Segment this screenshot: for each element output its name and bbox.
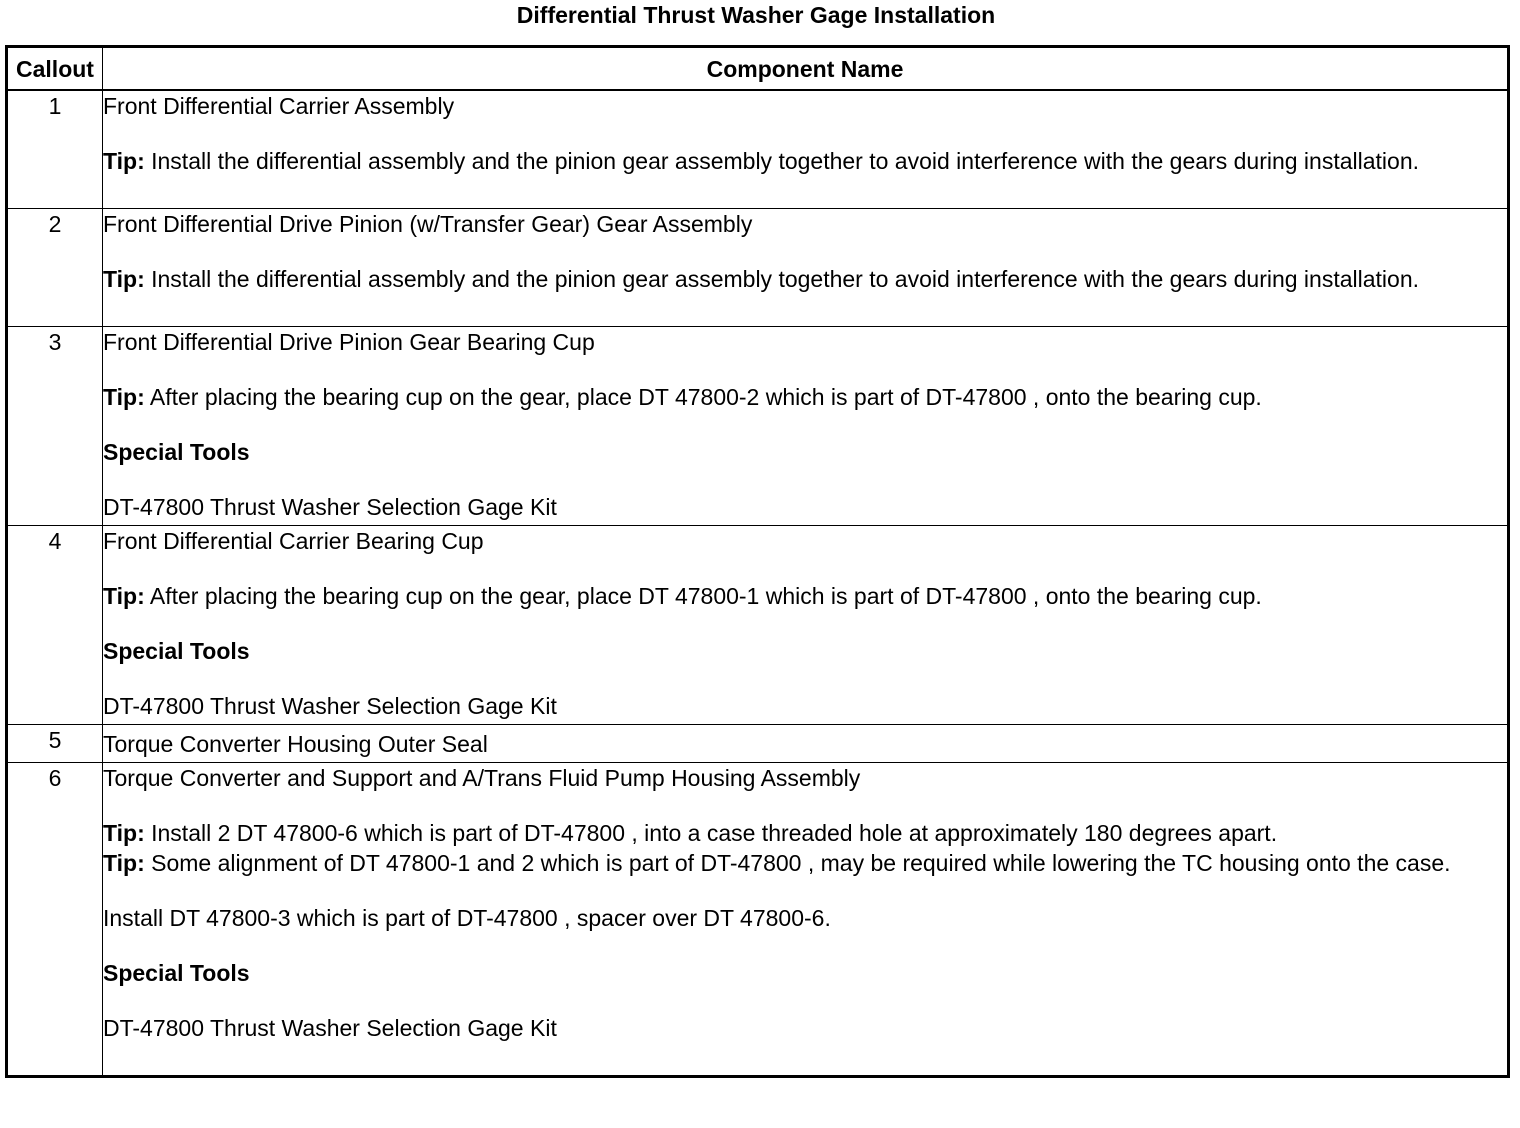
tip-label: Tip: [103,384,145,410]
table-header-row [7,47,1509,91]
callout-number: 1 [7,90,103,209]
component-name: Front Differential Drive Pinion (w/Transfer Gear) Gear Assembly [103,211,753,237]
component-name: Front Differential Drive Pinion Gear Bearing Cup [103,329,595,355]
table-row [7,90,1509,209]
install-note: Install DT 47800-3 which is part of DT-47800 , spacer over DT 47800-6. [103,905,831,931]
tip-label: Tip: [103,266,145,292]
table-row [7,209,1509,327]
callout-number: 4 [7,526,103,725]
tip-text [103,818,1507,848]
special-tools-heading: Special Tools [103,439,250,465]
tip-label: Tip: [103,148,145,174]
tip-label: Tip: [103,850,145,876]
tip-body: Install 2 DT 47800-6 which is part of DT-47800 , into a case threaded hole at approximately 180 degrees apart. [151,820,1278,846]
special-tool-item: DT-47800 Thrust Washer Selection Gage Kit [103,494,557,520]
tip-label: Tip: [103,820,145,846]
special-tool-item: DT-47800 Thrust Washer Selection Gage Kit [103,693,557,719]
component-cell [103,725,1509,763]
tip-text [103,581,1507,611]
tip-body: After placing the bearing cup on the gear, place DT 47800-2 which is part of DT-47800 , onto the bearing cup. [149,384,1262,410]
table-row [7,526,1509,725]
callout-number: 3 [7,327,103,526]
tip-label: Tip: [103,583,145,609]
page-title: Differential Thrust Washer Gage Installation [516,2,996,28]
component-name-column-header: Component Name [103,47,1509,91]
component-name: Torque Converter and Support and A/Trans Fluid Pump Housing Assembly [103,765,861,791]
callout-number: 5 [7,725,103,763]
callout-number: 2 [7,209,103,327]
callout-column-header: Callout [7,47,103,91]
callout-table [5,45,1510,1078]
component-name: Front Differential Carrier Assembly [103,93,455,119]
component-cell [103,90,1509,209]
component-name: Front Differential Carrier Bearing Cup [103,528,484,554]
tip-body: Some alignment of DT 47800-1 and 2 which is part of DT-47800 , may be required while lowering the TC housing onto the case. [151,850,1451,876]
tip-text-2 [103,848,1507,878]
table-row [7,763,1509,1077]
callout-number: 6 [7,763,103,1077]
tip-body: Install the differential assembly and the pinion gear assembly together to avoid interference with the gears during installation. [151,266,1419,292]
component-name: Torque Converter Housing Outer Seal [103,731,488,757]
component-cell [103,209,1509,327]
tip-body: Install the differential assembly and the pinion gear assembly together to avoid interference with the gears during installation. [151,148,1419,174]
tip-text [103,146,1507,176]
tip-body: After placing the bearing cup on the gear, place DT 47800-1 which is part of DT-47800 , onto the bearing cup. [149,583,1262,609]
tip-text [103,382,1507,412]
table-row [7,725,1509,763]
special-tools-heading: Special Tools [103,638,250,664]
special-tools-heading: Special Tools [103,960,250,986]
table-row [7,327,1509,526]
component-cell [103,763,1509,1077]
tip-text [103,264,1507,294]
component-cell [103,526,1509,725]
special-tool-item: DT-47800 Thrust Washer Selection Gage Kit [103,1015,557,1041]
component-cell [103,327,1509,526]
